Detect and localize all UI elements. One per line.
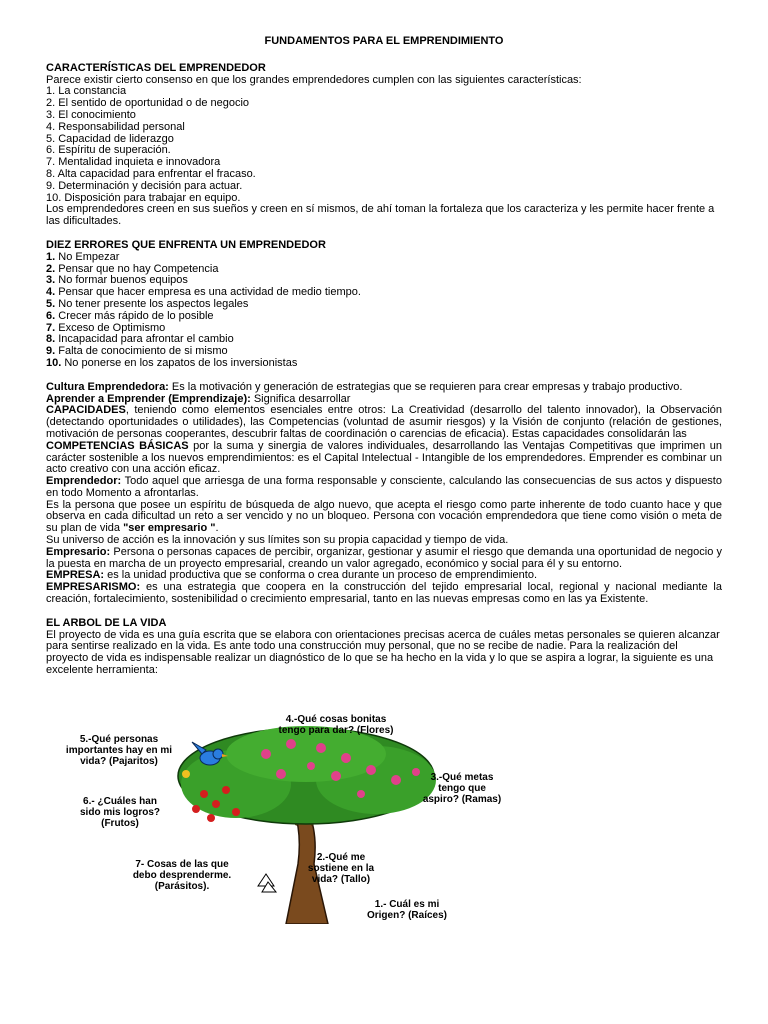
section-heading: CARACTERÍSTICAS DEL EMPRENDEDOR (46, 61, 266, 74)
item-number: 10. (46, 356, 62, 369)
emphasis: "ser empresario " (123, 522, 216, 535)
item-number: 7. (46, 321, 56, 334)
definition-text: Persona o personas capaces de percibir, organizar, gestionar y asumir el riesgo que demanda una oportunidad de negocio y la puesta en marcha de un proyecto empresarial, creando un valor agregado, económico y social para él y su entorno. (46, 545, 722, 570)
term: EMPRESA: (46, 569, 105, 582)
paragraph-text: Es la persona que posee un espíritu de búsqueda de algo nuevo, que acepta el riesgo como parte inherente de todo cuanto hace y que observa en cada dificultad un reto a ser vencido y no un bloqueo. Persona con vocación emprendedora que tiene como visión o meta de su plan de vida (46, 498, 722, 535)
paragraph: Los emprendedores creen en sus sueños y creen en sí mismos, de ahí toman la fortaleza que los caracteriza y les permite hacer frente a las dificultades. (46, 203, 715, 228)
item-number: 8. (46, 333, 56, 346)
characteristics-list (46, 86, 722, 204)
section-caracteristicas (46, 63, 722, 228)
item-text: Crecer más rápido de lo posible (55, 309, 214, 322)
term: Cultura Emprendedora: (46, 380, 169, 393)
definition-competencias (46, 441, 722, 476)
list-item: 7. Mentalidad inquieta e innovadora (46, 156, 221, 169)
item-number: 6. (46, 309, 56, 322)
list-item: 2. El sentido de oportunidad o de negocio (46, 97, 250, 110)
label-pajaritos: 5.-Qué personas importantes hay en mi vida? (Pajaritos) (65, 734, 173, 767)
item-text: Pensar que hacer empresa es una actividad de medio tiempo. (55, 286, 361, 299)
definition-text: Es la motivación y generación de estrategias que se requieren para crear empresas y trabajo productivo. (168, 380, 683, 393)
list-item: 4. Responsabilidad personal (46, 120, 185, 133)
section-definiciones (46, 382, 722, 606)
definition-capacidades (46, 405, 722, 440)
list-item: 5. Capacidad de liderazgo (46, 132, 174, 145)
definition-empresarismo (46, 582, 722, 606)
list-item: 3. El conocimiento (46, 108, 136, 121)
item-number: 9. (46, 345, 56, 358)
label-ramas: 3.-Qué metas tengo que aspiro? (Ramas) (422, 772, 502, 805)
paragraph: Parece existir cierto consenso en que los grandes emprendedores cumplen con las siguientes características: (46, 73, 582, 86)
term: Empresario: (46, 545, 111, 558)
paragraph-universo: Su universo de acción es la innovación y sus límites son su propia capacidad y tiempo de vida. (46, 534, 509, 547)
term: Emprendedor: (46, 475, 122, 488)
item-text: No formar buenos equipos (55, 274, 188, 287)
section-heading: EL ARBOL DE LA VIDA (46, 616, 167, 629)
item-text: No Empezar (55, 250, 120, 263)
label-frutos: 6.- ¿Cuáles han sido mis logros? (Frutos) (80, 796, 161, 829)
term: CAPACIDADES (46, 404, 126, 417)
definition-text: es la unidad productiva que se conforma o crea durante un proceso de emprendimiento. (104, 569, 537, 582)
item-text: Pensar que no hay Competencia (55, 262, 219, 275)
list-item (46, 358, 722, 370)
list-item: 6. Espíritu de superación. (46, 144, 171, 157)
label-tallo: 2.-Qué me sostiene en la vida? (Tallo) (307, 852, 375, 885)
paragraph: El proyecto de vida es una guía escrita que se elabora con orientaciones precisas acerca de cuáles metas personales se quieren alcanzar para sentirse realizado en la vida. Es ante todo una construcción muy personal, que no se recibe de nadie. Para la realización del proyecto de vida es indispensable realizar un diagnóstico de lo que se ha hecho en la vida y lo que se aspira a lograr, la siguiente es una excelente herramienta: (46, 628, 720, 677)
errors-list (46, 252, 722, 370)
tree-of-life-figure (36, 714, 656, 924)
item-text: Falta de conocimiento de si mismo (55, 345, 228, 358)
item-number: 1. (46, 250, 56, 263)
label-flores: 4.-Qué cosas bonitas tengo para dar? (Flores) (278, 714, 394, 736)
term: EMPRESARISMO: (46, 581, 141, 594)
item-text: No ponerse en los zapatos de los inversionistas (61, 356, 298, 369)
item-text: Exceso de Optimismo (55, 321, 166, 334)
document-page (46, 36, 722, 689)
list-item: 8. Alta capacidad para enfrentar el fracaso. (46, 167, 256, 180)
list-item: 10. Disposición para trabajar en equipo. (46, 191, 241, 204)
document-title: FUNDAMENTOS PARA EL EMPRENDIMIENTO (264, 35, 504, 47)
term: COMPETENCIAS BÁSICAS (46, 439, 189, 452)
small-bird (182, 770, 190, 778)
definition-text: Significa desarrollar (250, 392, 351, 405)
item-text: Incapacidad para afrontar el cambio (55, 333, 234, 346)
list-item: 9. Determinación y decisión para actuar. (46, 179, 243, 192)
definition-text: por la suma y sinergia de valores individuales, desarrollando las Ventajas Competitivas que imprimen un carácter sostenible a los nuevos emprendimientos: es el Capital Intelectual - Intangible de los emprendedores. Emprender es combinar un acto creativo con una acción eficaz. (46, 439, 722, 476)
item-number: 2. (46, 262, 56, 275)
section-heading: DIEZ ERRORES QUE ENFRENTA UN EMPRENDEDOR (46, 238, 326, 251)
list-item: 1. La constancia (46, 85, 127, 98)
item-number: 4. (46, 286, 56, 299)
label-parasitos: 7- Cosas de las que debo desprenderme. (Parásitos). (132, 859, 232, 892)
definition-text: es una estrategia que coopera en la construcción del tejido empresarial local, regional y nacional mediante la creación, fortalecimiento, sostenibilidad o crecimiento empresarial, tanto en las nuevas empresas como en las ya Existente. (46, 581, 722, 606)
item-number: 3. (46, 274, 56, 287)
section-arbol (46, 618, 722, 677)
label-raices: 1.- Cuál es mi Origen? (Raíces) (366, 899, 448, 921)
term: Aprender a Emprender (Emprendizaje): (46, 392, 251, 405)
item-number: 5. (46, 297, 56, 310)
definition-empresario (46, 547, 722, 571)
definition-emprendedor (46, 476, 722, 500)
section-errores (46, 240, 722, 370)
paragraph-persona (46, 500, 722, 535)
definition-text: , teniendo como elementos esenciales entre otros: La Creatividad (desarrollo del talento innovador), la Observación (detectando oportunidades o utilidades), las Competencias (voluntad de asumir riesgos) y la Visión de conjunto (relación de gestiones, motivación de personas cooperantes, descubrir faltas de coordinación o carencias de eficacia). Estas capacidades consolidarán las (46, 404, 722, 440)
definition-text: Todo aquel que arriesga de una forma responsable y consciente, calculando las consecuencias de sus actos y dispuesto en todo Momento a afrontarlas. (46, 475, 722, 499)
parasite-figure (258, 874, 276, 892)
paragraph-text: . (215, 522, 219, 535)
item-text: No tener presente los aspectos legales (55, 297, 249, 310)
